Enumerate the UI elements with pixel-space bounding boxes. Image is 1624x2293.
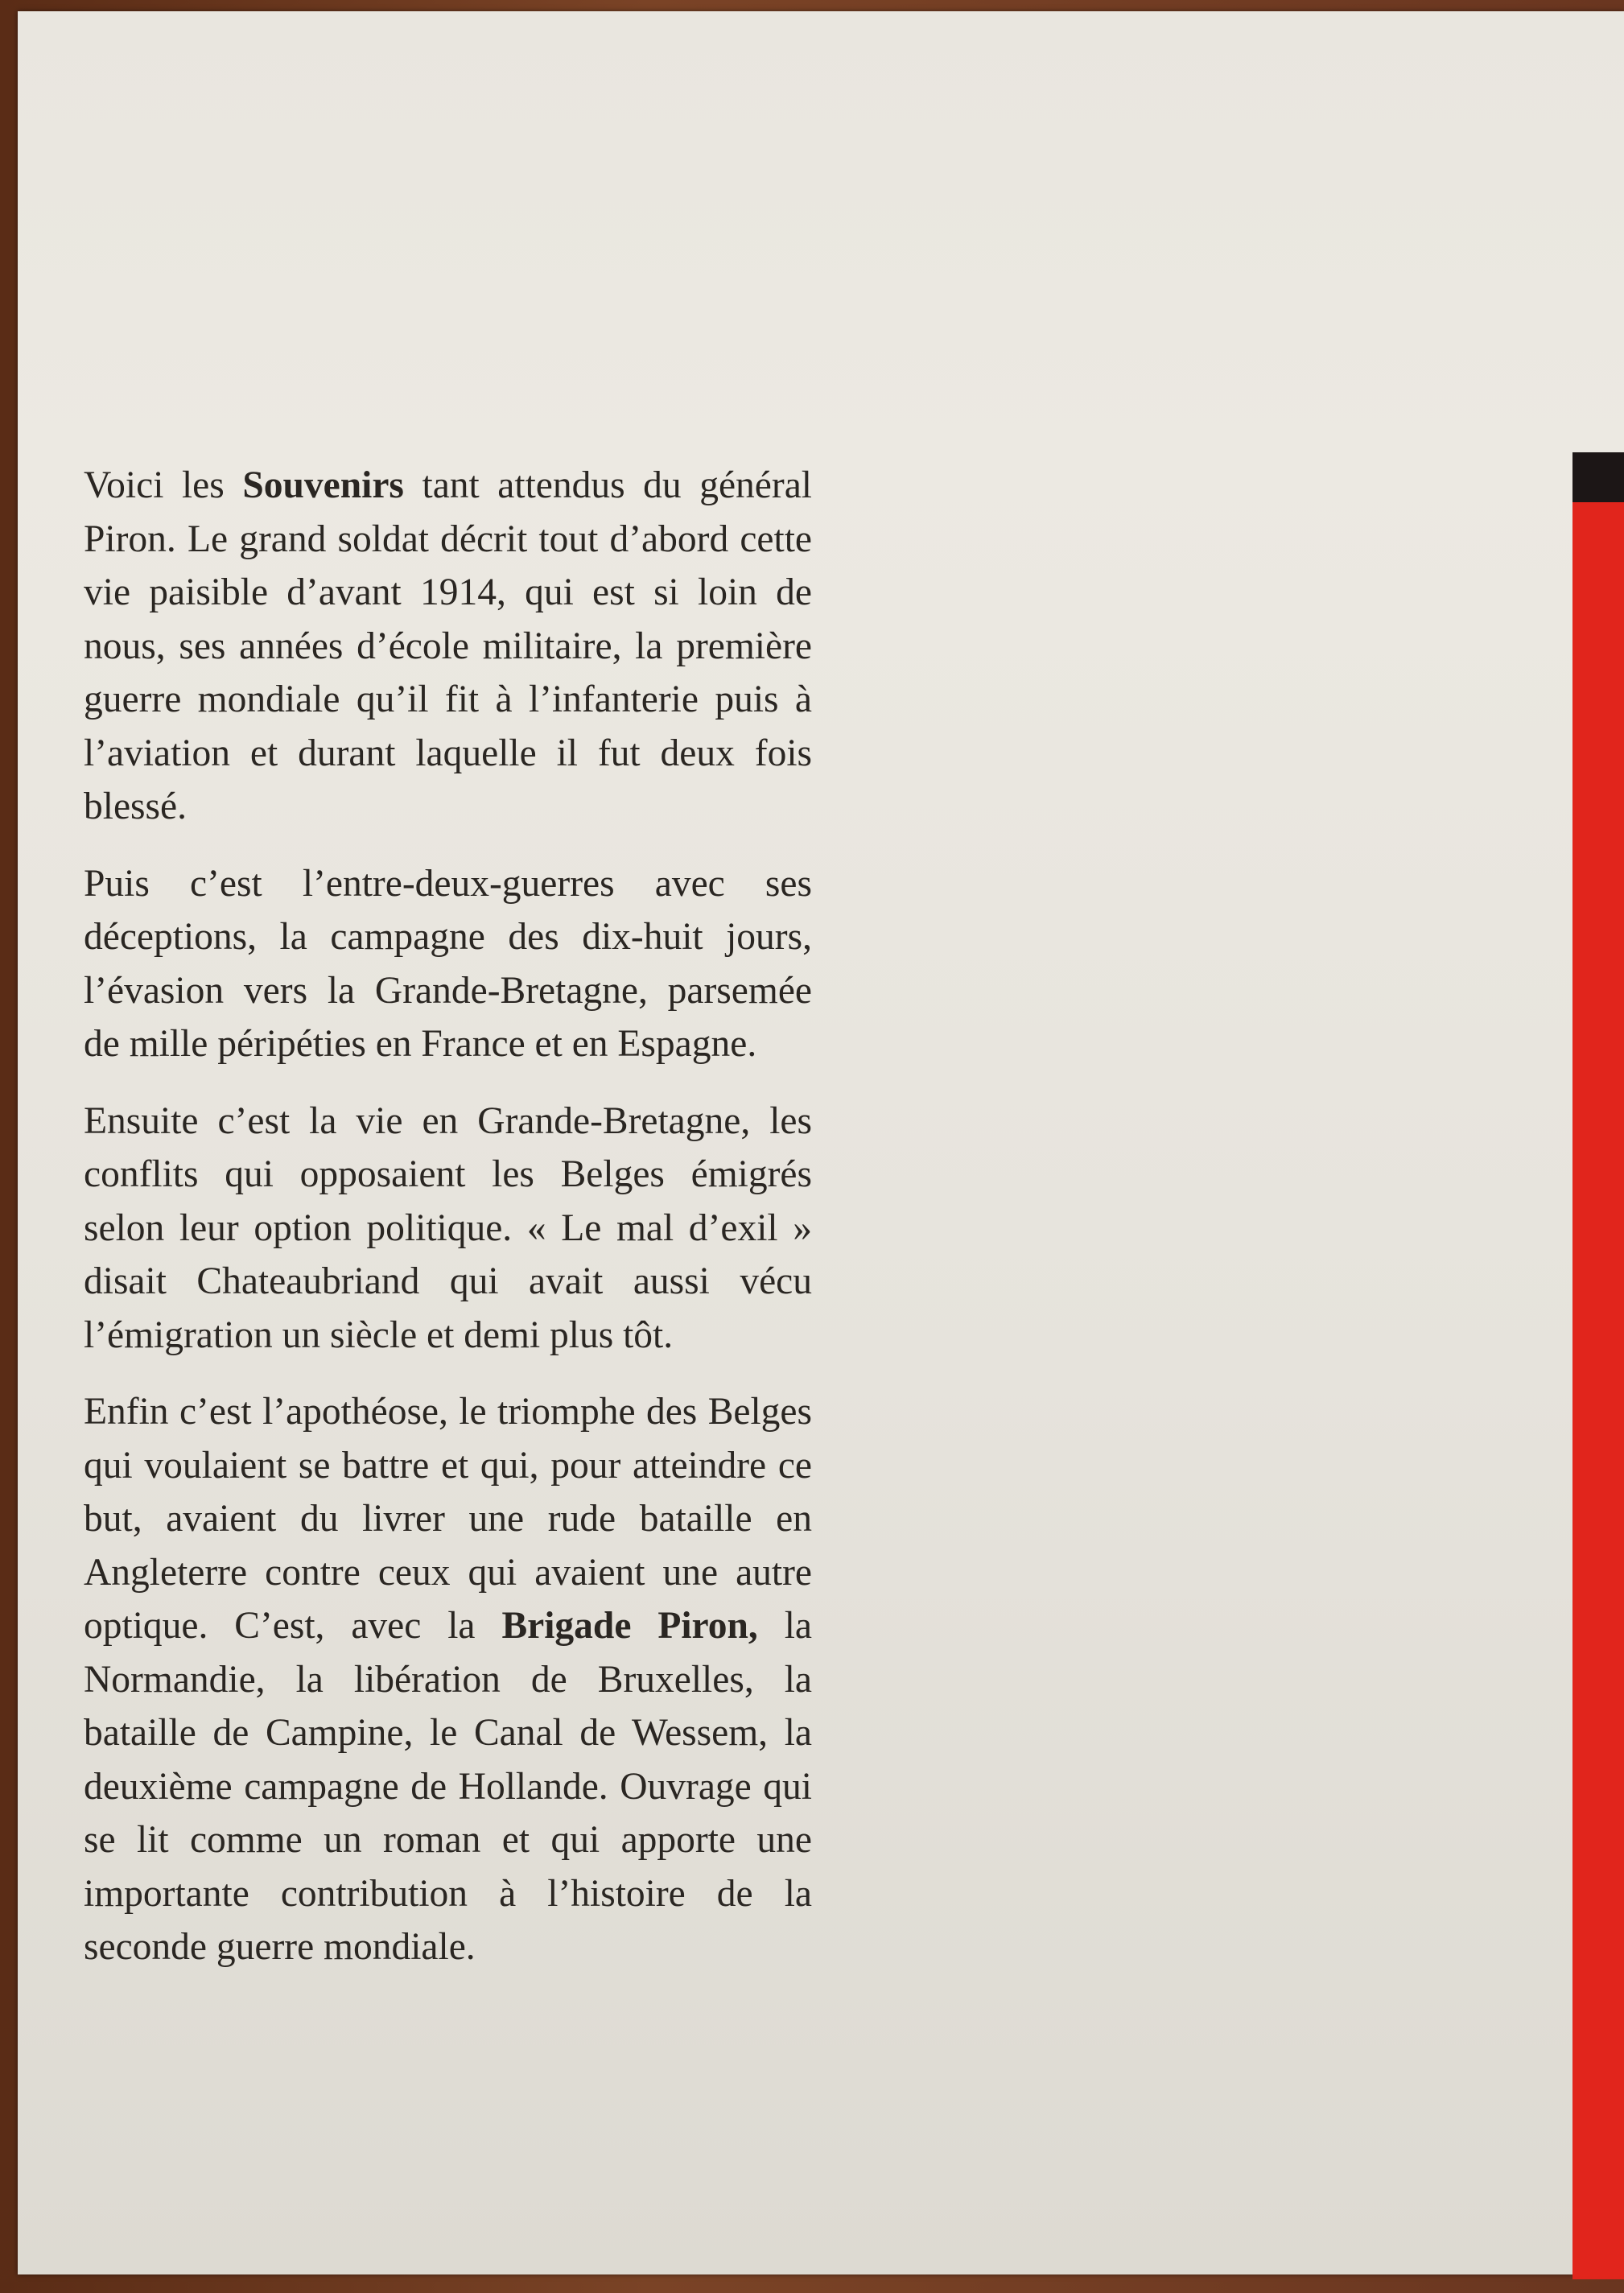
paragraph-2: Puis c’est l’entre-deux-guerres avec ses déceptions, la campagne des dix-huit jours, l’évasion vers la Grande-Bretagne, parsemée de mille péripéties en France et en Espagne. [84, 862, 812, 1065]
p4-text-c: la Normandie, la libération de Bruxelles, la bataille de Campine, le Canal de Wessem, la deuxième campagne de Hollande. Ouvrage qui se lit comme un roman et qui apporte une importante contribution à l’histoire de la seconde guerre mondiale. [84, 1605, 812, 1968]
p4-text-a: Enfin c’est l’apothéose, le triomphe des Belges qui voulaient se battre et qui, pour atteindre ce but, avaient du livrer une rude bataille en Angleterre contre ceux qui avaient une autre optique. C’est, avec la [84, 1391, 812, 1647]
book-back-cover [18, 11, 1624, 2274]
paragraph-1 [84, 459, 812, 834]
p1-text-a: Voici les [84, 464, 243, 506]
spine-red-band [1572, 452, 1624, 2279]
blurb-text [84, 459, 812, 1998]
paragraph-3: Ensuite c’est la vie en Grande-Bretagne, les conflits qui opposaient les Belges émigrés selon leur option politique. « Le mal d’exil » disait Chateaubriand qui avait aussi vécu l’émigration un siècle et demi plus tôt. [84, 1099, 812, 1356]
souvenirs-emphasis: Souvenirs [242, 464, 404, 506]
p1-text-c: tant attendus du général Piron. Le grand soldat décrit tout d’abord cette vie paisible d’avant 1914, qui est si loin de nous, ses années d’école militaire, la première guerre mondiale qu’il fit à l’infanterie puis à l’aviation et durant laquelle il fut deux fois blessé. [84, 464, 812, 827]
spine-dark-band [1572, 452, 1624, 502]
brigade-piron-emphasis: Brigade Piron, [501, 1605, 758, 1647]
paragraph-4 [84, 1385, 812, 1974]
